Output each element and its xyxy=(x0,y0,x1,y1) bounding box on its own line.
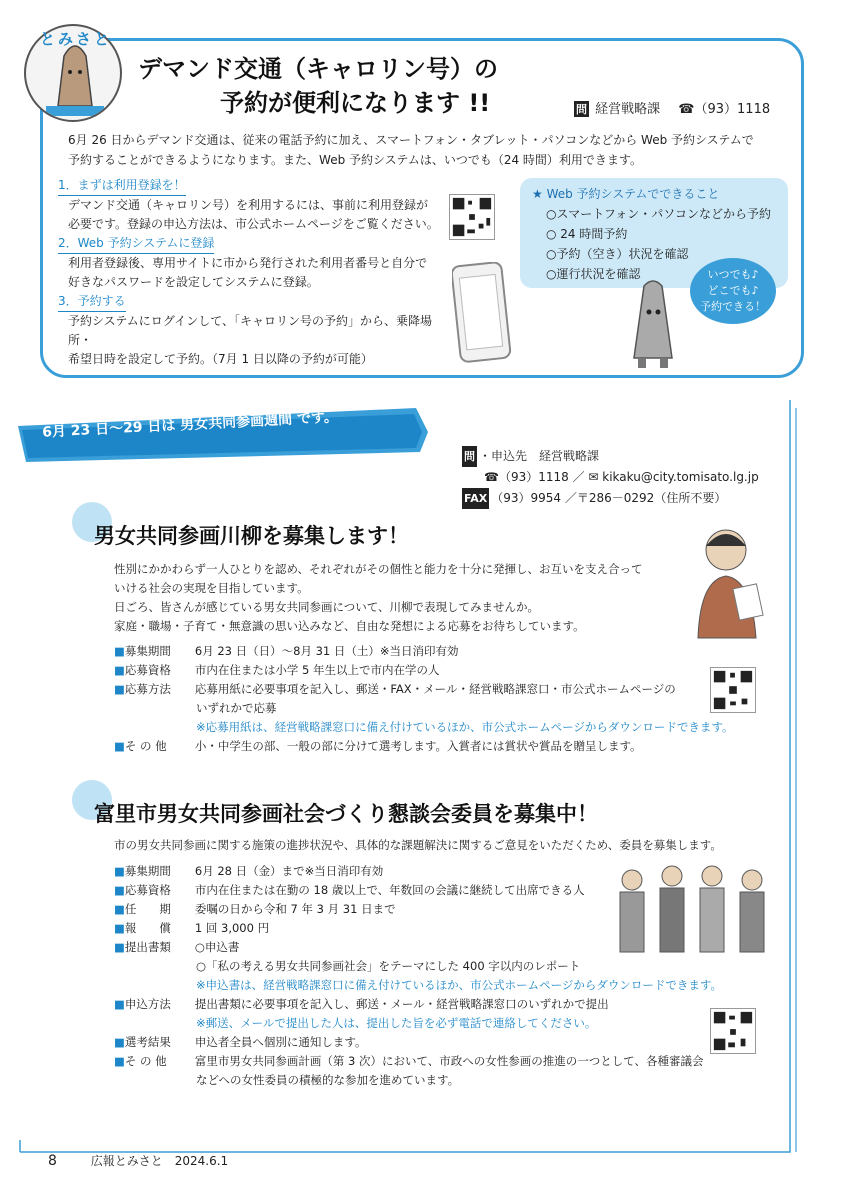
intro-line: 6月 26 日からデマンド交通は、従来の電話予約に加え、スマートフォン・タブレット・パソコンなどから Web 予約システムで xyxy=(68,133,754,147)
step-text: デマンド交通（キャロリン号）を利用するには、事前に利用登録が xyxy=(68,198,429,212)
detail-label: 応募資格 xyxy=(124,883,171,897)
bullet-square-icon: ■ xyxy=(114,1054,125,1068)
carrot-mascot-icon xyxy=(622,278,684,370)
contact-line-3 xyxy=(462,488,759,509)
detail-text: ○「私の考える男女共同参画社会」をテーマにした 400 字以内のレポート xyxy=(196,959,581,973)
detail-label: 報 償 xyxy=(124,921,171,935)
inquiry-tag: 問 xyxy=(462,446,477,467)
contact-block xyxy=(462,446,759,509)
detail-row xyxy=(114,680,733,699)
detail-row xyxy=(114,995,722,1014)
bullet-square-icon: ■ xyxy=(114,997,125,1011)
bullet-square-icon: ■ xyxy=(114,663,125,677)
person-reading-icon xyxy=(690,520,770,640)
detail-text: 申込者全員へ個別に通知します。 xyxy=(194,1035,367,1049)
bullet-square-icon: ■ xyxy=(114,940,125,954)
detail-row xyxy=(114,938,722,957)
committee-details xyxy=(114,862,722,1090)
senryu-intro xyxy=(114,560,643,636)
bullet-square-icon: ■ xyxy=(114,739,125,753)
dept-name: 経営戦略課 xyxy=(595,102,661,117)
detail-text: 6月 23 日（日）～8月 31 日（土）※当日消印有効 xyxy=(194,644,459,658)
top-intro xyxy=(68,130,768,170)
bullet-square-icon: ■ xyxy=(114,902,125,916)
steps-list xyxy=(58,176,448,369)
page-number: 8 xyxy=(48,1153,57,1169)
logo-text: とみさと xyxy=(40,30,113,48)
contact-line-1 xyxy=(462,446,759,467)
detail-row xyxy=(114,1052,722,1071)
detail-text: 1 回 3,000 円 xyxy=(194,921,270,935)
bullet-square-icon: ■ xyxy=(114,682,125,696)
panel-item: ○予約（空き）状況を確認 xyxy=(546,247,689,261)
committee-title: 富里市男女共同参画社会づくり懇談会委員を募集中！ xyxy=(94,802,598,826)
detail-row xyxy=(114,661,733,680)
speech-bubble xyxy=(690,258,776,324)
senryu-details xyxy=(114,642,733,756)
qr-code-icon[interactable] xyxy=(449,194,495,240)
step-heading: 3．予約する xyxy=(58,292,126,312)
detail-row xyxy=(114,919,722,938)
committee-intro xyxy=(114,836,722,855)
step-heading: 1．まずは利用登録を！ xyxy=(58,176,186,196)
panel-item: ○スマートフォン・パソコンなどから予約 xyxy=(546,207,772,221)
step-2 xyxy=(58,234,448,292)
step-heading: 2．Web 予約システムに登録 xyxy=(58,234,214,254)
detail-text: 小・中学生の部、一般の部に分けて選考します。入賞者には賞状や賞品を贈呈します。 xyxy=(194,739,642,753)
senryu-title: 男女共同参画川柳を募集します！ xyxy=(94,524,409,548)
intro-line: 家庭・職場・子育て・無意識の思い込みなど、自由な発想による応募をお待ちしています。 xyxy=(114,619,585,633)
bullet-square-icon: ■ xyxy=(114,644,125,658)
qr-code-icon[interactable] xyxy=(710,1008,756,1054)
detail-label: 提出書類 xyxy=(124,940,171,954)
detail-row xyxy=(114,900,722,919)
detail-text: などへの女性委員の積極的な参加を進めています。 xyxy=(196,1073,460,1087)
detail-row xyxy=(114,737,733,756)
speech-line: 予約できる！ xyxy=(700,300,766,313)
step-text: 予約システムにログインして、「キャロリン号の予約」から、乗降場所・ xyxy=(68,314,432,347)
detail-text: 富里市男女共同参画計画（第 3 次）において、市政への女性参画の推進の一つとして、各種審議会 xyxy=(194,1054,704,1068)
detail-label: 募集期間 xyxy=(124,644,171,658)
detail-text: ○申込書 xyxy=(194,940,240,954)
detail-note: ※申込書は、経営戦略課窓口に備え付けているほか、市公式ホームページからダウンロードできます。 xyxy=(196,978,722,992)
publication-info: 広報とみさと 2024.6.1 xyxy=(90,1154,229,1168)
detail-text: いずれかで応募 xyxy=(196,701,277,715)
speech-line: いつでも♪ xyxy=(707,268,759,281)
detail-row xyxy=(114,862,722,881)
title-line-2: 予約が便利になります !! xyxy=(220,89,491,117)
page-footer xyxy=(48,1152,228,1169)
contact-text: （93）9954 ／〒286－0292（住所不要） xyxy=(491,491,727,505)
bullet-square-icon: ■ xyxy=(114,883,125,897)
panel-item: ○ 24 時間予約 xyxy=(546,227,628,241)
detail-label: 選考結果 xyxy=(124,1035,171,1049)
step-1 xyxy=(58,176,448,234)
detail-label: 任 期 xyxy=(124,902,171,916)
intro-line: 性別にかかわらず一人ひとりを認め、それぞれがその個性と能力を十分に発揮し、お互いを支え合って xyxy=(114,562,643,576)
page-title xyxy=(138,52,498,120)
intro-line: いける社会の実現を目指しています。 xyxy=(114,581,309,595)
step-text: 利用者登録後、専用サイトに市から発行された利用者番号と自分で xyxy=(68,256,428,270)
step-text: 好きなパスワードを設定してシステムに登録。 xyxy=(68,275,319,289)
detail-text: 提出書類に必要事項を記入し、郵送・メール・経営戦略課窓口のいずれかで提出 xyxy=(194,997,609,1011)
detail-row xyxy=(114,642,733,661)
contact-text: ・申込先 経営戦略課 xyxy=(479,449,600,463)
banner-text: 6月 23 日～29 日は 男女共同参画週間 です。 xyxy=(41,409,339,441)
detail-row xyxy=(114,881,722,900)
title-line-1: デマンド交通（キャロリン号）の xyxy=(138,55,498,83)
smartphone-icon xyxy=(452,262,514,364)
detail-text: 応募用紙に必要事項を記入し、郵送・FAX・メール・経営戦略課窓口・市公式ホームページの xyxy=(194,682,676,696)
inquiry-tag: 問 xyxy=(576,103,587,116)
detail-label: そ の 他 xyxy=(124,1054,167,1068)
detail-label: そ の 他 xyxy=(124,739,167,753)
detail-label: 応募方法 xyxy=(124,682,171,696)
bullet-square-icon: ■ xyxy=(114,921,125,935)
detail-label: 応募資格 xyxy=(124,663,171,677)
step-3 xyxy=(58,292,448,369)
intro-line: 予約することができるようになります。また、Web 予約システムは、いつでも（24 時間）利用できます。 xyxy=(68,153,642,167)
bullet-square-icon: ■ xyxy=(114,1035,125,1049)
detail-label: 募集期間 xyxy=(124,864,171,878)
contact-top xyxy=(574,98,770,117)
panel-item: ○運行状況を確認 xyxy=(546,267,641,281)
panel-heading: ★ Web 予約システムでできること xyxy=(532,187,720,201)
detail-row xyxy=(114,1033,722,1052)
detail-note: ※応募用紙は、経営戦略課窓口に備え付けているほか、市公式ホームページからダウンロードできます。 xyxy=(196,720,734,734)
step-text: 必要です。登録の申込方法は、市公式ホームページをご覧ください。 xyxy=(68,217,439,231)
detail-text: 6月 28 日（金）まで※当日消印有効 xyxy=(194,864,384,878)
fax-tag: FAX xyxy=(462,488,489,509)
detail-text: 委嘱の日から令和 7 年 3 月 31 日まで xyxy=(194,902,396,916)
contact-phone-email: ☎（93）1118 ／ ✉ kikaku@city.tomisato.lg.jp xyxy=(484,470,759,484)
detail-note: ※郵送、メールで提出した人は、提出した旨を必ず電話で連絡してください。 xyxy=(196,1016,597,1030)
qr-code-icon[interactable] xyxy=(710,667,756,713)
intro-line: 市の男女共同参画に関する施策の進捗状況や、具体的な課題解決に関するご意見をいただくため、委員を募集します。 xyxy=(114,838,722,852)
dept-phone: ☎（93）1118 xyxy=(678,102,771,117)
step-text: 希望日時を設定して予約。（7月 1 日以降の予約が可能） xyxy=(68,352,373,366)
intro-line: 日ごろ、皆さんが感じている男女共同参画について、川柳で表現してみませんか。 xyxy=(114,600,540,614)
speech-line: どこでも♪ xyxy=(707,284,759,297)
bullet-square-icon: ■ xyxy=(114,864,125,878)
detail-label: 申込方法 xyxy=(124,997,171,1011)
detail-text: 市内在住または在勤の 18 歳以上で、年数回の会議に継続して出席できる人 xyxy=(194,883,585,897)
detail-text: 市内在住または小学 5 年生以上で市内在学の人 xyxy=(194,663,440,677)
